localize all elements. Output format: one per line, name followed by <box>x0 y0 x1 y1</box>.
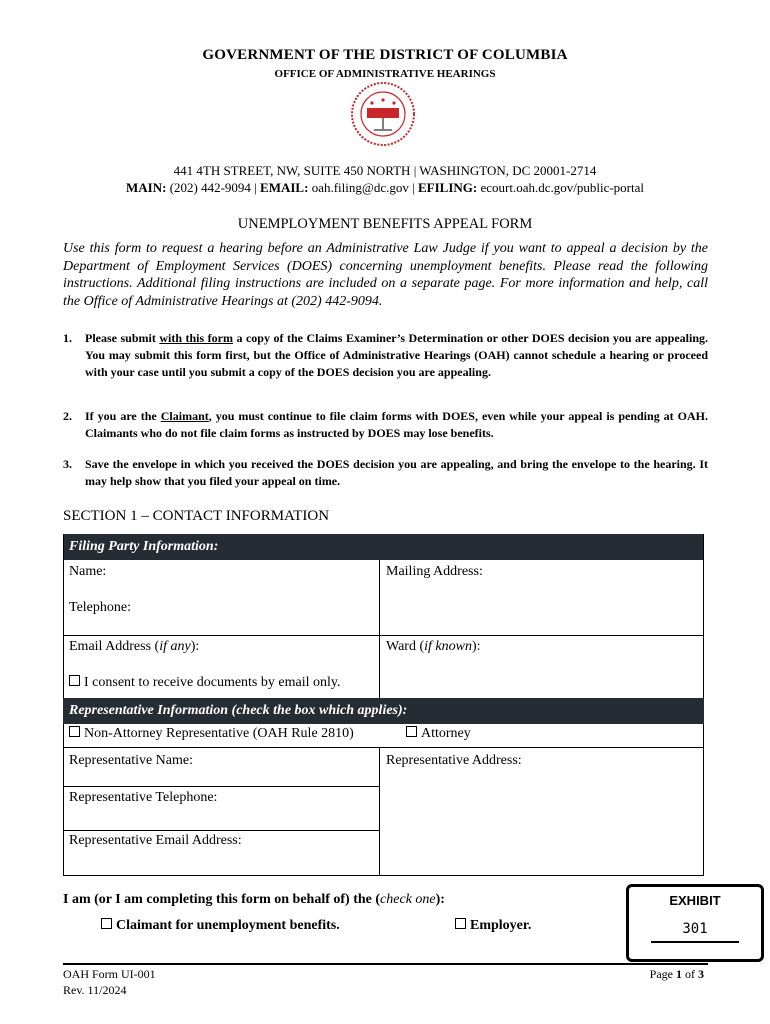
claimant-option[interactable] <box>101 918 340 934</box>
email-address-field[interactable] <box>69 639 199 655</box>
attorney-option[interactable] <box>406 726 471 742</box>
email-label: EMAIL: <box>260 180 309 195</box>
field-label-em: if any <box>159 639 191 654</box>
oah-seal <box>350 81 416 147</box>
contact-line: MAIN: (202) 442-9094 | EMAIL: oah.filing@dc.gov | EFILING: ecourt.oah.dc.gov/public-portal <box>126 180 644 195</box>
page-text: Page <box>649 967 676 981</box>
employer-label: Employer. <box>470 918 532 933</box>
non-attorney-checkbox[interactable] <box>69 726 80 737</box>
role-question-text: I am (or I am completing this form on behalf of) the ( <box>63 892 381 907</box>
office-address: 441 4TH STREET, NW, SUITE 450 NORTH | WASHINGTON, DC 20001-2714 <box>173 163 597 178</box>
field-label: Ward ( <box>386 639 425 654</box>
footer-divider <box>63 963 708 965</box>
rep-address-field[interactable]: Representative Address: <box>386 753 522 768</box>
instruction-emphasis: Claimant <box>160 409 209 423</box>
instruction-1 <box>63 330 708 381</box>
mailing-address-field[interactable]: Mailing Address: <box>386 564 483 579</box>
representative-header: Representative Information (check the box which applies): <box>63 698 704 724</box>
non-attorney-option[interactable] <box>69 726 354 742</box>
consent-label: I consent to receive documents by email only. <box>84 675 341 690</box>
field-label-em: if known <box>424 639 472 654</box>
filing-party-header: Filing Party Information: <box>63 534 704 560</box>
instruction-number: 2. <box>63 409 72 423</box>
non-attorney-label: Non-Attorney Representative (OAH Rule 2810) <box>84 726 354 741</box>
instruction-number: 3. <box>63 457 72 471</box>
field-label: ): <box>471 639 481 654</box>
telephone-field[interactable]: Telephone: <box>69 600 131 615</box>
attorney-label: Attorney <box>421 726 471 741</box>
role-question <box>63 892 445 908</box>
contact-form <box>63 534 704 876</box>
employer-option[interactable] <box>455 918 531 934</box>
instruction-3 <box>63 456 708 490</box>
government-heading: GOVERNMENT OF THE DISTRICT OF COLUMBIA <box>202 47 568 63</box>
rep-telephone-field[interactable]: Representative Telephone: <box>69 790 218 805</box>
field-label: ): <box>190 639 200 654</box>
ward-field[interactable] <box>386 639 481 655</box>
instruction-2 <box>63 408 708 442</box>
rep-name-field[interactable]: Representative Name: <box>69 753 194 768</box>
page-text: of <box>682 967 698 981</box>
claimant-checkbox[interactable] <box>101 918 112 929</box>
exhibit-label: EXHIBIT <box>669 893 721 908</box>
main-label: MAIN: <box>126 180 167 195</box>
page-total: 3 <box>698 967 704 981</box>
employer-checkbox[interactable] <box>455 918 466 929</box>
rep-email-field[interactable]: Representative Email Address: <box>69 833 242 848</box>
exhibit-rule <box>651 941 739 943</box>
page-number: 1 <box>676 967 682 981</box>
claimant-label: Claimant for unemployment benefits. <box>116 918 340 933</box>
email-link[interactable]: oah.filing@dc.gov <box>311 180 409 195</box>
email-consent-option[interactable] <box>69 675 340 691</box>
instruction-text: , you must continue to file claim forms with DOES, even while your appeal is pending at OAH. Claimants who do not file claim forms as instructed by DOES may lose benefits. <box>85 409 708 440</box>
main-phone: (202) 442-9094 <box>169 180 251 195</box>
instruction-text: Save the envelope in which you received the DOES decision you are appealing, and bring the envelope to the hearing. It may help show that you filed your appeal on time. <box>85 457 708 488</box>
role-question-text: ): <box>435 892 445 907</box>
exhibit-number: 301 <box>682 921 708 937</box>
attorney-checkbox[interactable] <box>406 726 417 737</box>
page-indicator <box>600 967 704 982</box>
instruction-number: 1. <box>63 331 72 345</box>
efiling-label: EFILING: <box>417 180 478 195</box>
consent-checkbox[interactable] <box>69 675 80 686</box>
form-title: UNEMPLOYMENT BENEFITS APPEAL FORM <box>237 216 533 232</box>
office-heading: OFFICE OF ADMINISTRATIVE HEARINGS <box>274 68 496 80</box>
instruction-text: Please submit <box>85 331 160 345</box>
section1-title: SECTION 1 – CONTACT INFORMATION <box>63 508 330 524</box>
intro-paragraph: Use this form to request a hearing before an Administrative Law Judge if you want to appeal a decision by the Department of Employment Services (DOES) concerning unemployment benefits. Please read the following instructions. Additional filing instructions are included on a separate page. For more information and help, call the Office of Administrative Hearings at (202) 442-9094. <box>63 241 708 309</box>
instruction-text: a copy of the Claims Examiner’s Determination or other DOES decision you are appealing. You may submit this form first, but the Office of Administrative Hearings (OAH) cannot schedule a hearing or proceed with your case until you submit a copy of the DOES decision you are appealing. <box>85 331 708 379</box>
seal-graphic <box>350 81 416 147</box>
name-field[interactable]: Name: <box>69 564 107 579</box>
efiling-link[interactable]: ecourt.oah.dc.gov/public-portal <box>480 180 644 195</box>
form-id: OAH Form UI-001 <box>63 967 156 981</box>
instruction-text: If you are the <box>85 409 161 423</box>
instruction-emphasis: with this form <box>159 331 233 345</box>
exhibit-sticker <box>626 884 764 962</box>
field-label: Email Address ( <box>69 639 160 654</box>
role-question-em: check one <box>380 892 436 907</box>
form-revision: Rev. 11/2024 <box>63 983 127 997</box>
